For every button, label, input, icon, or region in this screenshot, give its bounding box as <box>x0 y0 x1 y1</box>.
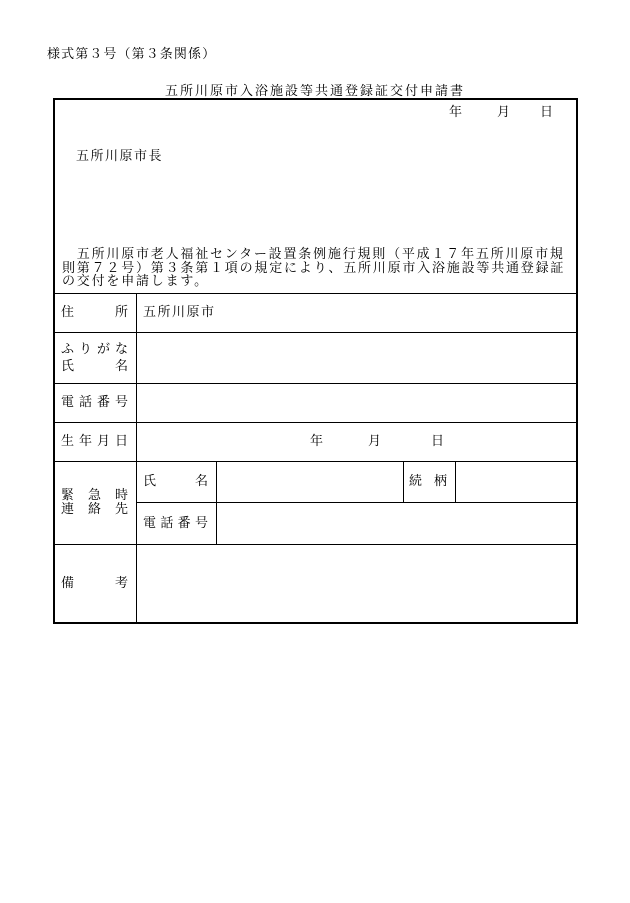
birth-date-field[interactable] <box>136 422 576 461</box>
label-char: 柄 <box>433 474 447 489</box>
emergency-contact-label-line2 <box>61 503 128 517</box>
remarks-label-cell <box>55 544 136 622</box>
applicant-table <box>55 293 576 622</box>
label-char: 急 <box>87 488 101 503</box>
relationship-label-cell <box>403 461 455 502</box>
label-char: 話 <box>160 515 174 531</box>
label-char: 話 <box>78 395 92 410</box>
phone-label-cell <box>55 383 136 422</box>
name-label <box>61 358 128 375</box>
name-label-cell <box>55 332 136 383</box>
label-char: な <box>114 342 128 357</box>
statement-line: 五所川原市老人福祉センター設置条例施行規則（平成１７年五所川原市規 <box>76 247 565 262</box>
address-field[interactable] <box>136 293 576 332</box>
date-day-label: 日 <box>540 105 554 120</box>
label-char: 年 <box>78 434 92 449</box>
address-value: 五所川原市 <box>143 305 216 320</box>
form-header <box>55 100 576 293</box>
label-char: 氏 <box>61 359 75 374</box>
application-form <box>53 98 578 624</box>
emergency-contact-label-cell <box>55 461 136 544</box>
label-char: 生 <box>61 434 75 449</box>
furigana-label <box>61 341 128 358</box>
label-char: 備 <box>61 575 75 591</box>
emergency-contact-label-line1 <box>61 489 128 503</box>
remarks-label <box>61 576 128 592</box>
label-char: が <box>96 342 110 357</box>
form-reference: 様式第３号（第３条関係） <box>47 47 217 62</box>
birth-date-label-cell <box>55 422 136 461</box>
emergency-phone-field[interactable] <box>216 502 576 544</box>
label-char: 氏 <box>143 474 157 489</box>
addressee: 五所川原市長 <box>76 149 164 164</box>
birth-month-label: 月 <box>368 434 382 449</box>
label-char: 番 <box>177 515 191 531</box>
label-char: ふ <box>61 342 75 357</box>
relationship-label <box>409 474 447 490</box>
form-title: 五所川原市入浴施設等共通登録証交付申請書 <box>164 84 465 99</box>
label-char: 緊 <box>61 488 75 503</box>
remarks-field[interactable] <box>136 544 576 622</box>
phone-field[interactable] <box>136 383 576 422</box>
label-char: 電 <box>143 515 157 531</box>
statement-line: 則第７２号）第３条第１項の規定により、五所川原市入浴施設等共通登録証 <box>62 260 566 276</box>
label-char: 時 <box>114 488 128 503</box>
label-char: 住 <box>61 305 75 320</box>
label-char: 先 <box>114 502 128 517</box>
name-field[interactable] <box>136 332 576 383</box>
label-char: 号 <box>114 395 128 410</box>
label-char: 月 <box>96 434 110 449</box>
birth-date-label <box>61 434 128 450</box>
label-char: 絡 <box>87 502 101 517</box>
emergency-name-label <box>143 474 208 490</box>
statement-line: の交付を申請します。 <box>62 274 209 289</box>
application-statement <box>62 248 574 289</box>
emergency-phone-label-cell <box>136 502 216 544</box>
label-char: 日 <box>114 434 128 449</box>
label-char: 所 <box>114 305 128 320</box>
address-label-cell <box>55 293 136 332</box>
label-char: 連 <box>61 502 75 517</box>
date-month-label: 月 <box>497 105 511 120</box>
label-char: 号 <box>194 515 208 531</box>
label-char: 考 <box>114 575 128 591</box>
birth-day-label: 日 <box>431 434 445 449</box>
label-char: 名 <box>114 359 128 374</box>
address-label <box>61 305 128 321</box>
label-char: り <box>78 342 92 357</box>
date-year-label: 年 <box>449 105 463 120</box>
birth-year-label: 年 <box>310 434 324 449</box>
label-char: 続 <box>409 474 423 489</box>
emergency-name-label-cell <box>136 461 216 502</box>
label-char: 番 <box>96 395 110 410</box>
emergency-name-field[interactable] <box>216 461 403 502</box>
emergency-phone-label <box>143 516 208 532</box>
label-char: 名 <box>194 474 208 489</box>
phone-label <box>61 395 128 411</box>
label-char: 電 <box>61 395 75 410</box>
relationship-field[interactable] <box>455 461 576 502</box>
application-date[interactable] <box>55 106 576 120</box>
